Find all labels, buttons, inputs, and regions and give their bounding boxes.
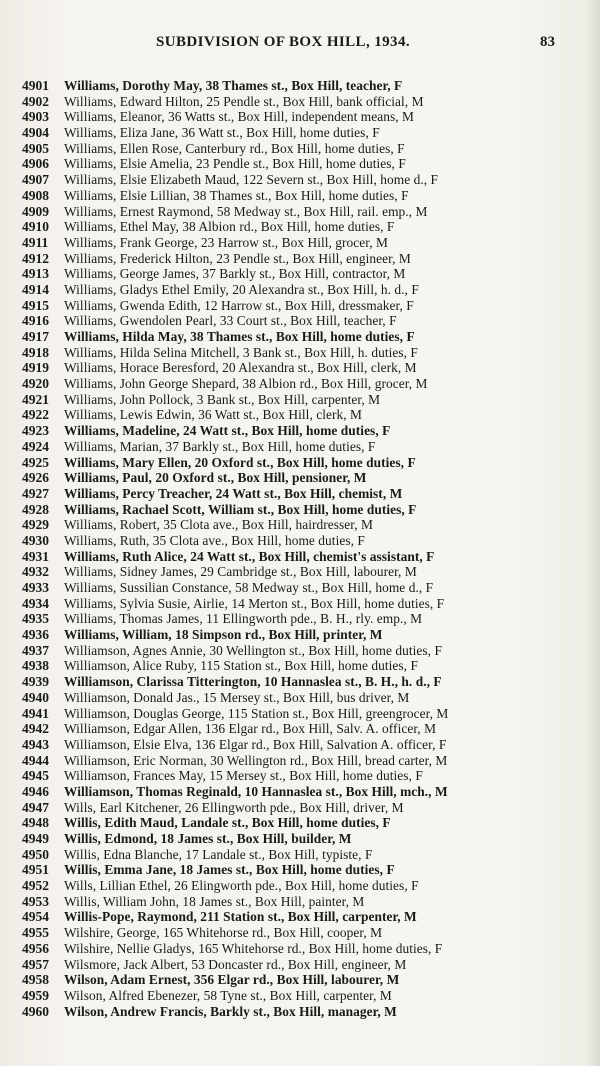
- entry-details: Williams, Edward Hilton, 25 Pendle st., Box Hill, bank official, M: [64, 93, 424, 109]
- entry-details: Wilson, Alfred Ebenezer, 58 Tyne st., Box Hill, carpenter, M: [64, 987, 392, 1003]
- entry-details: Williams, Dorothy May, 38 Thames st., Box Hill, teacher, F: [64, 78, 403, 93]
- entry-details: Williams, Paul, 20 Oxford st., Box Hill, pensioner, M: [64, 470, 367, 486]
- entry-number: 4948: [22, 815, 49, 831]
- entry-number: 4954: [22, 909, 49, 925]
- entry-number: 4922: [22, 407, 49, 423]
- roll-entry: [0, 1004, 600, 1020]
- entry-number: 4947: [22, 799, 49, 815]
- roll-entry: [0, 988, 600, 1004]
- roll-entry: [0, 784, 600, 800]
- roll-entry: [0, 125, 600, 141]
- roll-entry: [0, 643, 600, 659]
- roll-entry: [0, 768, 600, 784]
- entry-number: 4916: [22, 313, 49, 329]
- entry-number: 4904: [22, 125, 49, 141]
- entry-details: Williams, Percy Treacher, 24 Watt st., Box Hill, chemist, M: [64, 485, 403, 501]
- roll-entry: [0, 972, 600, 988]
- roll-entry: [0, 345, 600, 361]
- entry-details: Williams, Marian, 37 Barkly st., Box Hill, home duties, F: [64, 438, 376, 454]
- roll-entry: [0, 455, 600, 471]
- roll-entry: [0, 313, 600, 329]
- entry-number: 4912: [22, 250, 49, 266]
- entry-details: Williams, Madeline, 24 Watt st., Box Hill, home duties, F: [64, 423, 391, 439]
- entry-details: Williams, Gwendolen Pearl, 33 Court st., Box Hill, teacher, F: [64, 313, 397, 329]
- entry-details: Wilson, Adam Ernest, 356 Elgar rd., Box Hill, labourer, M: [64, 972, 400, 988]
- roll-entry: [0, 706, 600, 722]
- entry-details: Williams, Ellen Rose, Canterbury rd., Box Hill, home duties, F: [64, 140, 405, 156]
- entry-details: Williams, Ernest Raymond, 58 Medway st., Box Hill, rail. emp., M: [64, 203, 428, 219]
- entry-number: 4921: [22, 391, 49, 407]
- entry-details: Williamson, Thomas Reginald, 10 Hannaslea st., Box Hill, mch., M: [64, 783, 448, 799]
- entry-details: Willis-Pope, Raymond, 211 Station st., Box Hill, carpenter, M: [64, 909, 417, 925]
- entry-number: 4934: [22, 595, 49, 611]
- entry-details: Willis, Edith Maud, Landale st., Box Hill, home duties, F: [64, 815, 391, 831]
- entry-number: 4955: [22, 925, 49, 941]
- roll-entry: [0, 549, 600, 565]
- entry-number: 4931: [22, 548, 49, 564]
- entry-number: 4902: [22, 93, 49, 109]
- entry-details: Williams, William, 18 Simpson rd., Box Hill, printer, M: [64, 627, 383, 643]
- entry-number: 4959: [22, 987, 49, 1003]
- entry-number: 4932: [22, 564, 49, 580]
- roll-entry: [0, 235, 600, 251]
- entry-details: Williams, John George Shepard, 38 Albion rd., Box Hill, grocer, M: [64, 376, 428, 392]
- entry-number: 4913: [22, 266, 49, 282]
- roll-entry: [0, 298, 600, 314]
- entry-number: 4945: [22, 768, 49, 784]
- entry-number: 4907: [22, 172, 49, 188]
- entry-details: Williams, Ruth, 35 Clota ave., Box Hill, home duties, F: [64, 532, 365, 548]
- roll-entry: [0, 925, 600, 941]
- roll-entry: [0, 564, 600, 580]
- entry-details: Williams, Ruth Alice, 24 Watt st., Box Hill, chemist's assistant, F: [64, 548, 435, 564]
- entry-details: Williamson, Elsie Elva, 136 Elgar rd., Box Hill, Salvation A. officer, F: [64, 736, 447, 752]
- entry-number: 4914: [22, 281, 49, 297]
- entry-details: Williamson, Douglas George, 115 Station st., Box Hill, greengrocer, M: [64, 705, 449, 721]
- entry-number: 4929: [22, 517, 49, 533]
- entry-number: 4949: [22, 831, 49, 846]
- roll-entry: [0, 753, 600, 769]
- entry-details: Wills, Earl Kitchener, 26 Ellingworth pde., Box Hill, driver, M: [64, 799, 404, 815]
- entry-details: Williams, Frank George, 23 Harrow st., Box Hill, grocer, M: [64, 234, 389, 250]
- entry-details: Williams, Sidney James, 29 Cambridge st., Box Hill, labourer, M: [64, 564, 417, 580]
- page-edge-shadow: [586, 0, 600, 1066]
- roll-entry: [0, 611, 600, 627]
- entry-number: 4903: [22, 109, 49, 125]
- roll-entry: [0, 392, 600, 408]
- entry-details: Williams, John Pollock, 3 Bank st., Box Hill, carpenter, M: [64, 391, 381, 407]
- roll-entry: [0, 172, 600, 188]
- entry-details: Williams, Sussilian Constance, 58 Medway st., Box Hill, home d., F: [64, 580, 434, 595]
- entry-details: Williamson, Edgar Allen, 136 Elgar rd., Box Hill, Salv. A. officer, M: [64, 721, 437, 737]
- entry-details: Williams, Elsie Amelia, 23 Pendle st., Box Hill, home duties, F: [64, 156, 406, 172]
- roll-entry: [0, 862, 600, 878]
- entry-details: Williamson, Eric Norman, 30 Wellington rd., Box Hill, bread carter, M: [64, 752, 448, 768]
- entry-number: 4908: [22, 187, 49, 203]
- entry-number: 4926: [22, 470, 49, 486]
- roll-entry: [0, 909, 600, 925]
- entry-details: Williams, Gwenda Edith, 12 Harrow st., Box Hill, dressmaker, F: [64, 297, 414, 313]
- entry-details: Wilson, Andrew Francis, Barkly st., Box Hill, manager, M: [64, 1003, 397, 1019]
- roll-entry: [0, 376, 600, 392]
- entry-details: Williams, Eliza Jane, 36 Watt st., Box Hill, home duties, F: [64, 125, 380, 141]
- page-number: 83: [540, 34, 555, 50]
- entry-details: Wilsmore, Jack Albert, 53 Doncaster rd., Box Hill, engineer, M: [64, 956, 407, 972]
- electoral-roll-list: [0, 78, 600, 1019]
- roll-entry: [0, 596, 600, 612]
- entry-number: 4940: [22, 689, 49, 705]
- entry-details: Williams, Eleanor, 36 Watts st., Box Hill, independent means, M: [64, 109, 414, 125]
- entry-details: Willis, Edna Blanche, 17 Landale st., Box Hill, typiste, F: [64, 846, 373, 862]
- entry-number: 4918: [22, 344, 49, 360]
- roll-entry: [0, 533, 600, 549]
- roll-entry: [0, 517, 600, 533]
- roll-entry: [0, 188, 600, 204]
- entry-number: 4906: [22, 156, 49, 172]
- roll-entry: [0, 470, 600, 486]
- roll-entry: [0, 423, 600, 439]
- entry-details: Williams, Frederick Hilton, 23 Pendle st., Box Hill, engineer, M: [64, 250, 411, 266]
- entry-number: 4939: [22, 674, 49, 690]
- roll-entry: [0, 78, 600, 94]
- roll-entry: [0, 109, 600, 125]
- roll-entry: [0, 141, 600, 157]
- entry-number: 4905: [22, 140, 49, 156]
- roll-entry: [0, 156, 600, 172]
- roll-entry: [0, 219, 600, 235]
- roll-entry: [0, 486, 600, 502]
- roll-entry: [0, 847, 600, 863]
- roll-entry: [0, 690, 600, 706]
- roll-entry: [0, 894, 600, 910]
- entry-number: 4953: [22, 893, 49, 909]
- roll-entry: [0, 282, 600, 298]
- entry-number: 4935: [22, 611, 49, 627]
- entry-number: 4917: [22, 329, 49, 344]
- roll-entry: [0, 204, 600, 220]
- entry-details: Willis, William John, 18 James st., Box Hill, painter, M: [64, 893, 365, 909]
- roll-entry: [0, 251, 600, 267]
- roll-entry: [0, 502, 600, 518]
- entry-number: 4960: [22, 1003, 49, 1019]
- roll-entry: [0, 941, 600, 957]
- roll-entry: [0, 815, 600, 831]
- entry-number: 4924: [22, 438, 49, 454]
- entry-details: Williams, Lewis Edwin, 36 Watt st., Box Hill, clerk, M: [64, 407, 363, 423]
- entry-details: Wilshire, George, 165 Whitehorse rd., Box Hill, cooper, M: [64, 925, 383, 941]
- entry-details: Willis, Emma Jane, 18 James st., Box Hill, home duties, F: [64, 862, 395, 878]
- entry-number: 4958: [22, 972, 49, 988]
- entry-number: 4943: [22, 736, 49, 752]
- entry-number: 4911: [22, 234, 49, 250]
- entry-number: 4930: [22, 532, 49, 548]
- roll-entry: [0, 800, 600, 816]
- roll-entry: [0, 737, 600, 753]
- entry-details: Williams, Hilda May, 38 Thames st., Box Hill, home duties, F: [64, 329, 415, 344]
- entry-number: 4915: [22, 297, 49, 313]
- entry-details: Willis, Edmond, 18 James st., Box Hill, builder, M: [64, 831, 352, 846]
- roll-entry: [0, 266, 600, 282]
- roll-entry: [0, 721, 600, 737]
- entry-details: Williams, Robert, 35 Clota ave., Box Hill, hairdresser, M: [64, 517, 373, 533]
- entry-number: 4933: [22, 580, 49, 595]
- roll-entry: [0, 878, 600, 894]
- roll-entry: [0, 957, 600, 973]
- entry-details: Williams, Horace Beresford, 20 Alexandra st., Box Hill, clerk, M: [64, 360, 417, 376]
- entry-details: Williamson, Clarissa Titterington, 10 Hannaslea st., B. H., h. d., F: [64, 674, 442, 690]
- entry-number: 4951: [22, 862, 49, 878]
- entry-details: Williams, Mary Ellen, 20 Oxford st., Box Hill, home duties, F: [64, 454, 416, 470]
- entry-details: Williamson, Agnes Annie, 30 Wellington st., Box Hill, home duties, F: [64, 642, 442, 658]
- page-title: SUBDIVISION OF BOX HILL, 1934.: [156, 34, 410, 50]
- entry-number: 4937: [22, 642, 49, 658]
- entry-number: 4927: [22, 485, 49, 501]
- entry-number: 4919: [22, 360, 49, 376]
- entry-number: 4909: [22, 203, 49, 219]
- entry-details: Williams, Rachael Scott, William st., Box Hill, home duties, F: [64, 501, 417, 517]
- entry-number: 4925: [22, 454, 49, 470]
- roll-entry: [0, 94, 600, 110]
- entry-number: 4957: [22, 956, 49, 972]
- roll-entry: [0, 407, 600, 423]
- entry-number: 4946: [22, 783, 49, 799]
- entry-number: 4956: [22, 940, 49, 956]
- entry-details: Williams, Thomas James, 11 Ellingworth pde., B. H., rly. emp., M: [64, 611, 423, 627]
- entry-details: Williams, George James, 37 Barkly st., Box Hill, contractor, M: [64, 266, 406, 282]
- entry-details: Williams, Elsie Lillian, 38 Thames st., Box Hill, home duties, F: [64, 187, 409, 203]
- roll-entry: [0, 674, 600, 690]
- entry-number: 4944: [22, 752, 49, 768]
- entry-details: Williams, Gladys Ethel Emily, 20 Alexandra st., Box Hill, h. d., F: [64, 281, 419, 297]
- entry-number: 4938: [22, 658, 49, 674]
- entry-number: 4901: [22, 78, 49, 93]
- entry-details: Williamson, Donald Jas., 15 Mersey st., Box Hill, bus driver, M: [64, 689, 410, 705]
- roll-entry: [0, 439, 600, 455]
- roll-entry: [0, 831, 600, 847]
- entry-number: 4952: [22, 878, 49, 894]
- entry-number: 4941: [22, 705, 49, 721]
- entry-details: Wilshire, Nellie Gladys, 165 Whitehorse rd., Box Hill, home duties, F: [64, 940, 443, 956]
- entry-details: Wills, Lillian Ethel, 26 Elingworth pde., Box Hill, home duties, F: [64, 878, 419, 894]
- entry-details: Williams, Ethel May, 38 Albion rd., Box Hill, home duties, F: [64, 219, 395, 235]
- entry-details: Williamson, Frances May, 15 Mersey st., Box Hill, home duties, F: [64, 768, 423, 784]
- roll-entry: [0, 580, 600, 596]
- entry-number: 4920: [22, 376, 49, 392]
- entry-number: 4910: [22, 219, 49, 235]
- entry-details: Williams, Hilda Selina Mitchell, 3 Bank st., Box Hill, h. duties, F: [64, 344, 418, 360]
- roll-entry: [0, 329, 600, 345]
- roll-entry: [0, 658, 600, 674]
- roll-entry: [0, 360, 600, 376]
- entry-number: 4950: [22, 846, 49, 862]
- entry-number: 4942: [22, 721, 49, 737]
- page-header: [0, 30, 600, 54]
- entry-details: Williams, Sylvia Susie, Airlie, 14 Merton st., Box Hill, home duties, F: [64, 595, 445, 611]
- entry-number: 4923: [22, 423, 49, 439]
- entry-number: 4928: [22, 501, 49, 517]
- entry-number: 4936: [22, 627, 49, 643]
- entry-details: Williams, Elsie Elizabeth Maud, 122 Severn st., Box Hill, home d., F: [64, 172, 439, 188]
- roll-entry: [0, 627, 600, 643]
- entry-details: Williamson, Alice Ruby, 115 Station st., Box Hill, home duties, F: [64, 658, 418, 674]
